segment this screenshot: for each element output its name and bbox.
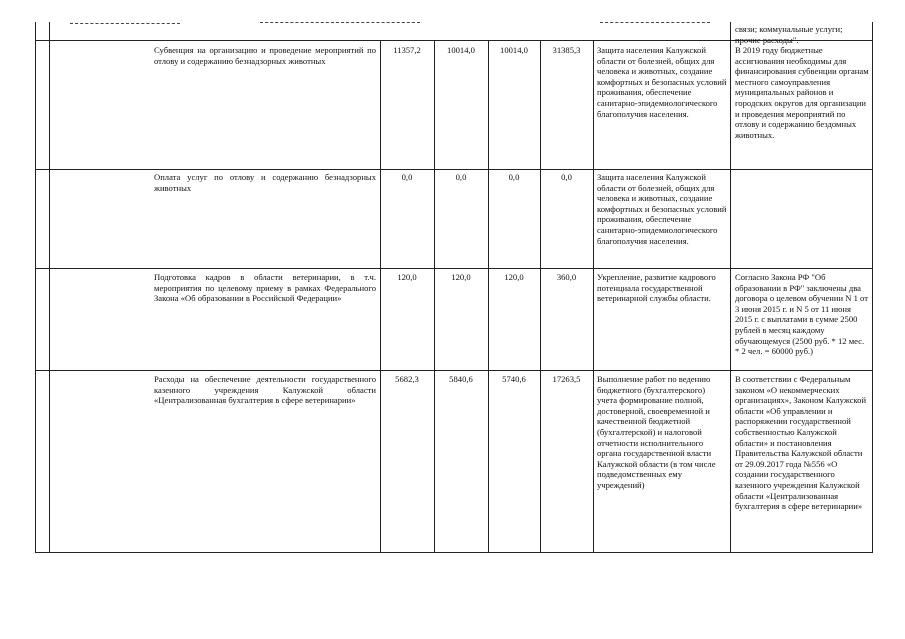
table-border-right [872,22,873,553]
header-scan-mark [600,22,710,23]
table-row-divider [35,169,872,170]
table-border-left [35,22,36,553]
justification-cell: Согласно Закона РФ "Об образовании в РФ" заключены два договора о целевом обучении N 1 от 3 июня 2015 г. и N 5 от 11 июня 2015 г. с выплатами в сумме 2500 рублей в месяц каждому обучающемуся (2500 руб. * 12 мес. * 2 чел. = 60000 руб.) [735,272,868,357]
table-column-divider [49,22,50,553]
value-2021-cell: 10014,0 [500,45,528,55]
total-cell: 360,0 [556,272,577,282]
value-2021-cell: 120,0 [504,272,524,282]
total-cell: 0,0 [561,172,572,182]
value-2020-cell: 5840,6 [449,374,473,384]
total-cell: 17263,5 [552,374,581,384]
justification-cell: В 2019 году бюджетные ассигнования необходимы для финансирования субвенции органам местного самоуправления муниципальных районов и городских округов для организации и проведения мероприятий по отлову и содержанию бездомных животных. [735,45,869,140]
measure-cell: Подготовка кадров в области ветеринарии, в т.ч. мероприятия по целевому приему в рамках Федерального Закона «Об образовании в Российской Федерации» [154,272,376,304]
table-column-divider [593,40,594,553]
measure-cell: Оплата услуг по отлову и содержанию безнадзорных животных [154,172,376,193]
justification-cell: В соответствии с Федеральным законом «О некоммерческих организациях», Законом Калужской области «Об управлении и распоряжении государственной собственностью Калужской области» и постановления Правительства Калужской области от 29.09.2017 года №556 «О создании государственного казенного учреждения Калужской области «Централизованная бухгалтерия в сфере ветеринарии» [735,374,867,512]
value-2021-cell: 5740,6 [502,374,526,384]
goal-cell: Укрепление, развитие кадрового потенциала государственной ветеринарной службы области. [597,272,716,304]
total-cell: 31385,3 [552,45,581,55]
table-column-divider [380,40,381,553]
value-2020-cell: 120,0 [451,272,471,282]
measure-cell: Расходы на обеспечение деятельности государственного казенного учреждения Калужской области «Централизованная бухгалтерия в сфере ветеринарии» [154,374,376,406]
table-column-divider [434,40,435,553]
value-2019-cell: 5682,3 [395,374,419,384]
value-2019-cell: 0,0 [401,172,413,182]
header-scan-mark [260,22,420,23]
goal-cell: Защита населения Калужской области от болезней, общих для человека и животных, создание комфортных и безопасных условий проживания, обеспечение санитарно-эпидемиологического благополучия населения. [597,172,727,246]
measure-cell: Субвенция на организацию и проведение мероприятий по отлову и содержанию безнадзорных животных [154,45,376,66]
table-border-bottom [35,552,872,553]
table-column-divider [730,22,731,553]
table-row-divider [35,370,872,371]
table-row-divider [35,268,872,269]
value-2020-cell: 0,0 [455,172,467,182]
value-2019-cell: 11357,2 [393,45,421,55]
justification-cell: связи; коммунальные услуги; прочие расходы". [735,24,843,45]
value-2019-cell: 120,0 [397,272,417,282]
goal-cell: Выполнение работ по ведению бюджетного (бухгалтерского) учета формирование полной, достоверной, своевременной и качественной бюджетной (бухгалтерской) и налоговой отчетности исполнительного органа государственной власти Калужской области (в том числе подведомственных ему учреждений) [597,374,716,490]
value-2020-cell: 10014,0 [447,45,475,55]
header-scan-mark [70,23,180,24]
value-2021-cell: 0,0 [508,172,520,182]
table-column-divider [488,40,489,553]
goal-cell: Защита населения Калужской области от болезней, общих для человека и животных, создание комфортных и безопасных условий проживания, обеспечение санитарно-эпидемиологического благополучия населения. [597,45,727,119]
table-column-divider [540,40,541,553]
